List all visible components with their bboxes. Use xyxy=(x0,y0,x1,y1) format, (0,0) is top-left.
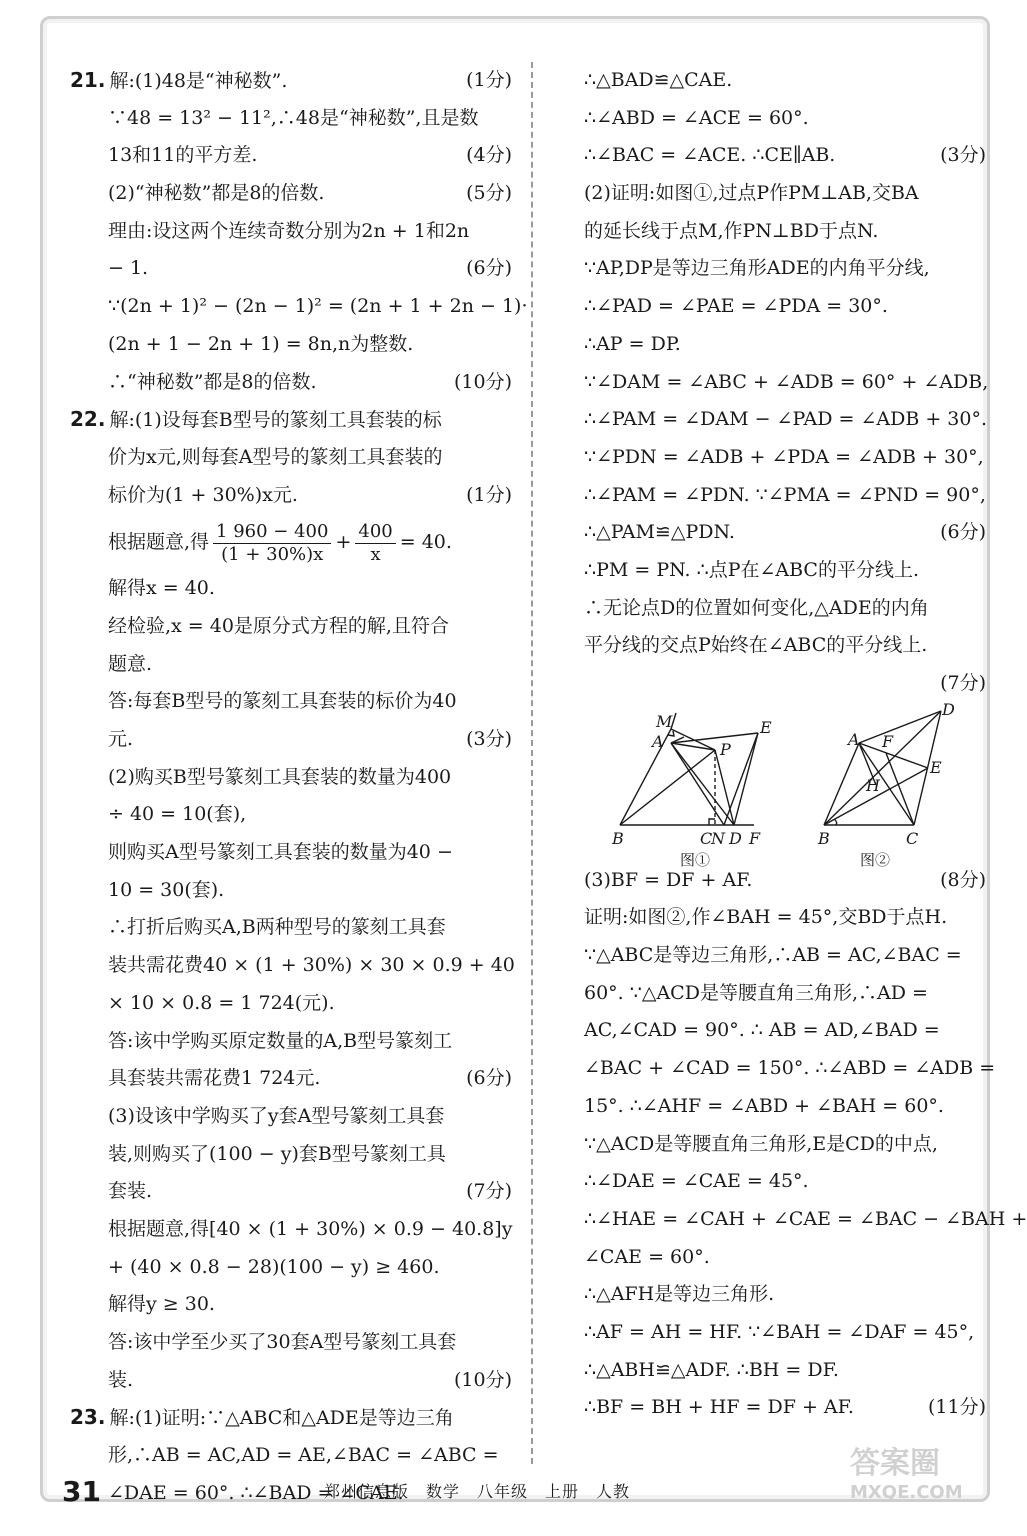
right-line xyxy=(584,975,986,1013)
line-text: (3)BF = DF + AF. xyxy=(584,868,753,891)
left-line xyxy=(70,759,512,797)
left-line xyxy=(70,1098,512,1136)
line-text: ÷ 40 = 10(套), xyxy=(108,803,247,826)
left-line xyxy=(70,364,512,402)
score-points: (6分) xyxy=(940,521,986,544)
line-text: 解得y ≥ 30. xyxy=(108,1293,215,1316)
fig1-label-E: E xyxy=(760,717,772,737)
right-line xyxy=(584,665,986,703)
left-line xyxy=(70,646,512,684)
left-line xyxy=(70,62,512,100)
left-line xyxy=(70,137,512,175)
line-text: ∵∠DAM = ∠ABC + ∠ADB = 60° + ∠ADB, xyxy=(584,370,989,393)
fig1-label-P: P xyxy=(720,739,731,759)
line-text: ∴“神秘数”都是8的倍数. xyxy=(108,370,317,393)
line-text: ∴△ABH≌△ADF. ∴BH = DF. xyxy=(584,1358,839,1381)
fig2-line-BD xyxy=(824,711,941,825)
right-line xyxy=(584,439,986,477)
line-text: 题意. xyxy=(108,652,153,675)
left-line xyxy=(70,1173,512,1211)
line-text: ∴AP = DP. xyxy=(584,332,681,355)
right-line xyxy=(584,401,986,439)
line-text: (2n + 1 − 2n + 1) = 8n,n为整数. xyxy=(108,332,414,355)
left-line xyxy=(70,721,512,759)
right-line xyxy=(584,364,989,402)
fig2-label-D: D xyxy=(942,699,955,719)
line-text: − 1. xyxy=(108,257,149,280)
right-line xyxy=(584,1352,986,1390)
line-text: 则购买A型号篆刻工具套装的数量为40 − xyxy=(108,841,453,864)
fig1-label-B: B xyxy=(612,828,624,848)
score-points: (3分) xyxy=(466,728,512,750)
figure-1-labels xyxy=(611,712,772,848)
line-text: AC,∠CAD = 90°. ∴ AB = AD,∠BAD = xyxy=(584,1019,940,1042)
score-points: (8分) xyxy=(940,868,986,891)
score-points: (10分) xyxy=(453,1368,512,1391)
left-line xyxy=(70,985,512,1023)
line-text: 装. xyxy=(108,1368,134,1391)
watermark-line1: 答案圈 xyxy=(850,1446,940,1481)
fig1-caption: 图① xyxy=(680,850,711,869)
line-text: 元. xyxy=(108,728,134,750)
line-text: ∴无论点D的位置如何变化,△ADE的内角 xyxy=(584,596,929,619)
left-line xyxy=(70,1324,512,1362)
fig2-label-A: A xyxy=(848,729,860,749)
left-line xyxy=(70,1362,512,1400)
line-text: 答:该中学购买原定数量的A,B型号篆刻工 xyxy=(108,1029,453,1052)
fig1-line-ED xyxy=(734,733,758,825)
fig2-label-H: H xyxy=(866,775,880,795)
score-points: (3分) xyxy=(940,144,986,167)
line-text: 装共需花费40 × (1 + 30%) × 30 × 0.9 + 40 xyxy=(108,954,515,977)
right-line xyxy=(584,137,986,175)
line-text: 的延长线于点M,作PN⊥BD于点N. xyxy=(584,219,879,242)
fig2-line-AD xyxy=(859,711,941,743)
left-line xyxy=(70,1249,512,1287)
fig2-label-E: E xyxy=(930,757,942,777)
geometry-figures xyxy=(584,699,984,869)
fig2-line-BA xyxy=(824,743,859,825)
right-line xyxy=(584,1163,986,1201)
line-text: ∵△ABC是等边三角形,∴AB = AC,∠BAC = xyxy=(584,944,962,967)
line-text: 解:(1)证明:∵△ABC和△ADE是等边三角 xyxy=(109,1407,454,1430)
right-line xyxy=(584,1088,986,1126)
equation-tail: = 40. xyxy=(399,531,452,554)
line-text: 解得x = 40. xyxy=(108,577,215,600)
line-text: ∴∠BAC = ∠ACE. ∴CE∥AB. xyxy=(584,144,836,167)
line-text: ∵48 = 13² − 11²,∴48是“神秘数”,且是数 xyxy=(108,106,479,129)
line-text: (3)设该中学购买了y套A型号篆刻工具套 xyxy=(108,1104,445,1127)
left-line xyxy=(70,477,512,515)
line-text: 解:(1)设每套B型号的篆刻工具套装的标 xyxy=(109,409,442,432)
score-points: (7分) xyxy=(466,1180,512,1203)
line-text: 根据题意,得 xyxy=(108,531,210,554)
score-points: (10分) xyxy=(453,370,512,393)
left-line xyxy=(70,1437,512,1475)
right-line xyxy=(584,937,986,975)
line-text: 标价为(1 + 30%)x元. xyxy=(108,483,298,506)
fraction-denominator: x xyxy=(370,543,381,565)
right-line xyxy=(584,288,986,326)
line-text: 形,∴AB = AC,AD = AE,∠BAC = ∠ABC = xyxy=(108,1444,499,1467)
right-line xyxy=(584,627,986,665)
line-text: 60°. ∵△ACD是等腰直角三角形,∴AD = xyxy=(584,981,928,1004)
fig2-line-AE xyxy=(859,743,928,768)
line-text: + (40 × 0.8 − 28)(100 − y) ≥ 460. xyxy=(108,1255,440,1278)
line-text: 解:(1)48是“神秘数”. xyxy=(109,70,288,92)
fig2-label-F: F xyxy=(882,731,894,751)
left-column xyxy=(70,62,528,1512)
line-text: 15°. ∴∠AHF = ∠ABD + ∠BAH = 60°. xyxy=(584,1094,944,1117)
figure-2-labels xyxy=(817,700,955,848)
page-number: 31 xyxy=(62,1475,101,1508)
line-text: ∵△ACD是等腰直角三角形,E是CD的中点, xyxy=(584,1132,938,1155)
right-line xyxy=(584,862,986,900)
line-text: ∠CAE = 60°. xyxy=(584,1245,710,1268)
line-text: 平分线的交点P始终在∠ABC的平分线上. xyxy=(584,634,928,657)
right-line xyxy=(584,552,986,590)
score-points: (6分) xyxy=(466,1067,512,1090)
score-points: (6分) xyxy=(466,257,512,280)
right-line xyxy=(584,1050,996,1088)
line-text: × 10 × 0.8 = 1 724(元). xyxy=(108,991,335,1014)
score-points: (1分) xyxy=(466,483,512,506)
right-line xyxy=(584,514,986,552)
left-line xyxy=(70,1286,512,1324)
question-number: 22. xyxy=(70,407,106,432)
fig2-label-C: C xyxy=(906,828,919,848)
line-text: ∵AP,DP是等边三角形ADE的内角平分线, xyxy=(584,257,930,280)
line-text: 价为x元,则每套A型号的篆刻工具套装的 xyxy=(108,445,443,468)
left-line xyxy=(70,175,512,213)
left-line xyxy=(70,288,528,326)
line-text: 证明:如图②,作∠BAH = 45°,交BD于点H. xyxy=(584,906,948,929)
score-points: (4分) xyxy=(466,144,512,167)
left-line xyxy=(70,1136,512,1174)
fig2-label-B: B xyxy=(818,828,830,848)
right-line xyxy=(584,1314,986,1352)
figure-2 xyxy=(824,711,941,825)
left-line xyxy=(70,796,512,834)
left-line xyxy=(70,1211,512,1249)
left-line xyxy=(70,439,512,477)
left-line xyxy=(70,947,515,985)
line-text: ∴BF = BH + HF = DF + AF. xyxy=(584,1396,854,1419)
right-line xyxy=(584,1126,986,1164)
operator: + xyxy=(335,531,352,554)
left-line xyxy=(70,1023,512,1061)
line-text: ∵∠PDN = ∠ADB + ∠PDA = ∠ADB + 30°, xyxy=(584,445,984,468)
left-line xyxy=(70,872,512,910)
figures xyxy=(584,699,986,869)
line-text: ∴∠PAD = ∠PAE = ∠PDA = 30°. xyxy=(584,295,888,318)
left-line xyxy=(70,1399,512,1437)
question-number: 21. xyxy=(70,68,106,92)
fig1-label-N: N xyxy=(711,828,725,848)
score-points: (11分) xyxy=(927,1396,986,1419)
score-points: (5分) xyxy=(466,182,512,205)
line-text: ∴∠PAM = ∠PDN. ∵∠PMA = ∠PND = 90°, xyxy=(584,483,986,506)
line-text: ∴AF = AH = HF. ∵∠BAH = ∠DAF = 45°, xyxy=(584,1320,975,1343)
line-text: ∴△BAD≌△CAE. xyxy=(584,69,733,91)
fig1-label-M: M xyxy=(656,711,673,731)
fraction-numerator: 1 960 − 400 xyxy=(213,521,331,544)
figure-1 xyxy=(620,713,758,825)
left-line xyxy=(70,683,512,721)
fig1-label-A: A xyxy=(652,731,664,751)
right-line xyxy=(584,590,986,628)
left-line xyxy=(70,608,512,646)
left-line xyxy=(70,909,512,947)
right-line xyxy=(584,1012,986,1050)
right-column xyxy=(584,62,1027,1427)
line-text: (2)“神秘数”都是8的倍数. xyxy=(108,182,325,205)
fig1-label-D: D xyxy=(729,828,742,848)
line-text: ∴∠PAM = ∠DAM − ∠PAD = ∠ADB + 30°. xyxy=(584,408,988,431)
line-text: 答:每套B型号的篆刻工具套装的标价为40 xyxy=(108,690,457,713)
score-points: (1分) xyxy=(466,69,512,91)
fig2-angle-mark xyxy=(834,819,837,825)
line-text: ∵(2n + 1)² − (2n − 1)² = (2n + 1 + 2n − 1)· xyxy=(108,295,528,318)
line-text: 套装. xyxy=(108,1180,153,1203)
line-text: 理由:设这两个连续奇数分别为2n + 1和2n xyxy=(108,219,470,242)
line-text: 根据题意,得[40 × (1 + 30%) × 0.9 − 40.8]y xyxy=(108,1217,513,1240)
fraction xyxy=(355,521,395,566)
right-line xyxy=(584,100,986,138)
column-divider xyxy=(531,62,533,1464)
fraction-denominator: (1 + 30%)x xyxy=(221,543,324,565)
right-line xyxy=(584,1201,1027,1239)
line-text: 具套装共需花费1 724元. xyxy=(108,1067,321,1090)
right-line xyxy=(584,1276,986,1314)
footer-text: 郑州信息版 数学 八年级 上册 人教 xyxy=(324,1482,631,1501)
right-line xyxy=(584,213,986,251)
right-line xyxy=(584,1239,986,1277)
left-line xyxy=(70,514,512,570)
line-text: 10 = 30(套). xyxy=(108,878,225,901)
right-line xyxy=(584,62,986,100)
left-line xyxy=(70,326,512,364)
watermark-line2: MXQE.COM xyxy=(850,1482,963,1503)
line-text: ∴∠DAE = ∠CAE = 45°. xyxy=(584,1170,809,1193)
right-line xyxy=(584,326,986,364)
right-line xyxy=(584,899,986,937)
left-line xyxy=(70,213,512,251)
watermark-logo xyxy=(850,1446,990,1526)
fig2-caption: 图② xyxy=(860,850,891,869)
fraction-numerator: 400 xyxy=(355,521,395,544)
line-text: ∠DAE = 60°. ∴∠BAD = ∠CAE. xyxy=(108,1481,404,1504)
line-text: (2)证明:如图①,过点P作PM⊥AB,交BA xyxy=(584,182,919,205)
right-line xyxy=(584,175,986,213)
left-line xyxy=(70,834,512,872)
line-text: 答:该中学至少买了30套A型号篆刻工具套 xyxy=(108,1331,457,1353)
line-text: ∴打折后购买A,B两种型号的篆刻工具套 xyxy=(108,916,446,939)
line-text: (2)购买B型号篆刻工具套装的数量为400 xyxy=(108,765,452,788)
left-line xyxy=(70,401,512,439)
line-text: 装,则购买了(100 − y)套B型号篆刻工具 xyxy=(108,1142,446,1165)
line-text: ∠BAC + ∠CAD = 150°. ∴∠ABD = ∠ADB = xyxy=(584,1057,996,1080)
right-line xyxy=(584,1389,986,1427)
line-text: ∴△AFH是等边三角形. xyxy=(584,1283,775,1306)
footer xyxy=(62,1472,962,1512)
line-text: 经检验,x = 40是原分式方程的解,且符合 xyxy=(108,614,449,637)
line-text: ∴△PAM≌△PDN. xyxy=(584,521,735,544)
left-line xyxy=(70,1060,512,1098)
line-text: ∴∠HAE = ∠CAH + ∠CAE = ∠BAC − ∠BAH + xyxy=(584,1207,1027,1230)
left-line xyxy=(70,570,512,608)
score-points: (7分) xyxy=(940,672,986,694)
fig1-right-angle-N xyxy=(709,819,715,825)
line-text: ∴PM = PN. ∴点P在∠ABC的平分线上. xyxy=(584,558,920,581)
question-number: 23. xyxy=(70,1405,106,1430)
fraction xyxy=(213,521,331,566)
left-line xyxy=(70,250,512,288)
line-text: 13和11的平方差. xyxy=(108,144,258,167)
right-line xyxy=(584,477,986,515)
fig1-label-F: F xyxy=(749,828,761,848)
line-text: ∴∠ABD = ∠ACE = 60°. xyxy=(584,106,809,129)
fig1-label-C: C xyxy=(700,828,713,848)
fig1-line-BP xyxy=(620,750,715,825)
right-line xyxy=(584,250,986,288)
left-line xyxy=(70,100,512,138)
